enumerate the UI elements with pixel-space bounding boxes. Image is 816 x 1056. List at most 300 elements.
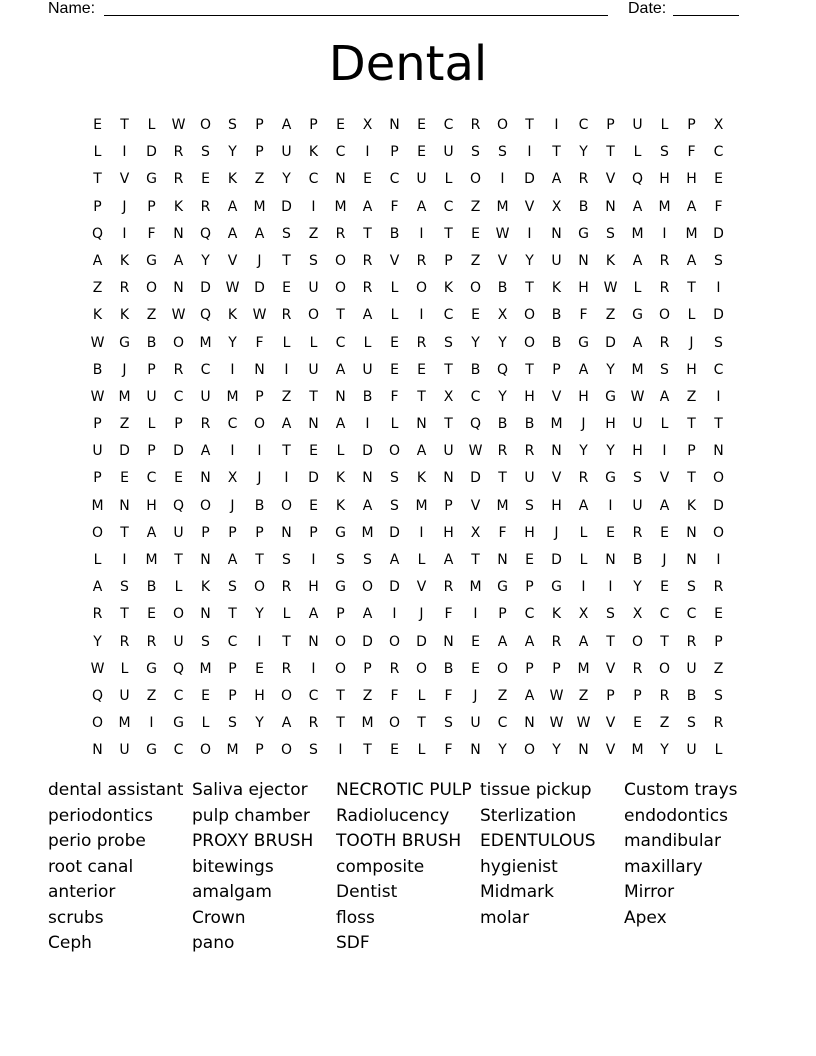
grid-cell[interactable]: N [200,606,211,623]
grid-cell[interactable]: P [498,606,507,623]
grid-cell[interactable]: U [92,443,103,460]
grid-cell[interactable]: Z [92,280,103,297]
grid-cell[interactable]: I [527,144,532,161]
grid-cell[interactable]: S [228,117,237,133]
grid-cell[interactable]: L [336,443,345,460]
grid-cell[interactable]: R [578,171,589,188]
grid-cell[interactable]: D [470,470,481,487]
grid-cell[interactable]: E [336,117,345,133]
grid-cell[interactable]: K [119,252,130,269]
grid-cell[interactable]: P [93,198,102,215]
grid-cell[interactable]: Y [660,742,669,759]
grid-cell[interactable]: A [443,552,454,568]
grid-cell[interactable]: S [714,252,723,269]
grid-cell[interactable]: U [470,715,481,732]
grid-cell[interactable]: P [525,660,534,677]
grid-cell[interactable]: T [417,388,426,405]
grid-cell[interactable]: D [713,225,724,242]
grid-cell[interactable]: L [93,552,102,568]
grid-cell[interactable]: I [662,443,667,460]
grid-cell[interactable]: G [578,334,589,351]
grid-cell[interactable]: M [631,742,644,759]
grid-cell[interactable]: I [311,552,316,568]
grid-cell[interactable]: M [118,388,131,405]
grid-cell[interactable]: J [419,606,424,623]
grid-cell[interactable]: K [335,497,346,514]
grid-cell[interactable]: T [336,687,345,704]
grid-cell[interactable]: R [497,443,508,460]
grid-cell[interactable]: T [120,117,129,133]
grid-cell[interactable]: R [470,117,481,133]
grid-cell[interactable]: W [468,443,483,460]
grid-cell[interactable]: U [146,388,157,405]
grid-cell[interactable]: C [146,470,157,487]
grid-cell[interactable]: I [392,606,397,623]
grid-cell[interactable]: E [417,144,426,161]
grid-cell[interactable]: W [90,388,105,405]
grid-cell[interactable]: Y [498,742,507,759]
grid-cell[interactable]: A [416,443,427,460]
grid-cell[interactable]: R [173,171,184,188]
grid-cell[interactable]: R [659,334,670,351]
grid-cell[interactable]: T [93,171,102,188]
grid-cell[interactable]: O [199,742,212,759]
grid-cell[interactable]: T [687,280,696,297]
grid-cell[interactable]: F [255,334,264,351]
grid-cell[interactable]: R [551,633,562,650]
grid-cell[interactable]: N [173,225,184,242]
grid-cell[interactable]: Y [93,633,102,650]
grid-cell[interactable]: R [281,660,292,677]
grid-cell[interactable]: N [281,524,292,541]
grid-cell[interactable]: N [578,252,589,269]
grid-cell[interactable]: N [713,443,724,460]
grid-cell[interactable]: R [119,280,130,297]
grid-cell[interactable]: L [417,742,426,759]
grid-cell[interactable]: L [201,715,210,732]
grid-cell[interactable]: T [336,715,345,732]
grid-cell[interactable]: H [578,280,589,297]
grid-cell[interactable]: B [551,334,562,351]
grid-cell[interactable]: F [714,198,723,215]
grid-cell[interactable]: B [443,660,454,677]
grid-cell[interactable]: Y [525,252,534,269]
grid-cell[interactable]: S [444,715,453,732]
grid-cell[interactable]: L [309,334,318,351]
grid-cell[interactable]: A [362,198,373,215]
grid-cell[interactable]: S [471,144,480,161]
grid-cell[interactable]: Q [172,497,185,514]
grid-cell[interactable]: I [716,552,721,568]
grid-cell[interactable]: A [551,171,562,188]
grid-cell[interactable]: T [471,552,480,568]
grid-cell[interactable]: T [309,388,318,405]
grid-cell[interactable]: R [92,606,103,623]
grid-cell[interactable]: S [120,579,129,596]
grid-cell[interactable]: O [415,660,428,677]
grid-cell[interactable]: I [716,280,721,297]
grid-cell[interactable]: A [227,552,238,568]
grid-cell[interactable]: Z [713,660,724,677]
grid-cell[interactable]: A [146,524,157,541]
grid-cell[interactable]: V [551,388,562,405]
grid-cell[interactable]: P [444,497,453,514]
grid-cell[interactable]: Q [469,416,482,433]
grid-cell[interactable]: R [308,715,319,732]
grid-cell[interactable]: H [254,687,265,704]
grid-cell[interactable]: N [335,171,346,188]
grid-cell[interactable]: N [578,742,589,759]
grid-cell[interactable]: A [254,225,265,242]
grid-cell[interactable]: E [417,361,426,378]
grid-cell[interactable]: C [713,361,724,378]
grid-cell[interactable]: H [146,497,157,514]
grid-cell[interactable]: P [714,633,723,650]
grid-cell[interactable]: K [551,606,562,623]
grid-cell[interactable]: I [716,388,721,405]
grid-cell[interactable]: B [632,552,643,568]
grid-cell[interactable]: W [495,225,510,242]
grid-cell[interactable]: I [230,361,235,378]
grid-cell[interactable]: R [686,633,697,650]
grid-cell[interactable]: C [443,117,454,133]
grid-cell[interactable]: C [497,715,508,732]
grid-cell[interactable]: J [473,687,478,704]
grid-cell[interactable]: R [200,416,211,433]
grid-cell[interactable]: A [308,606,319,623]
grid-cell[interactable]: V [605,715,616,732]
grid-cell[interactable]: E [201,171,210,188]
grid-cell[interactable]: M [631,225,644,242]
grid-cell[interactable]: T [228,606,237,623]
grid-cell[interactable]: C [335,144,346,161]
grid-cell[interactable]: P [363,660,372,677]
grid-cell[interactable]: O [712,470,725,487]
grid-cell[interactable]: E [309,497,318,514]
grid-cell[interactable]: G [119,334,130,351]
grid-cell[interactable]: S [525,497,534,514]
grid-cell[interactable]: A [578,633,589,650]
grid-cell[interactable]: V [497,252,508,269]
grid-cell[interactable]: M [415,497,428,514]
grid-cell[interactable]: A [659,388,670,405]
grid-cell[interactable]: Y [606,361,615,378]
grid-cell[interactable]: O [631,633,644,650]
grid-cell[interactable]: X [632,606,643,623]
grid-cell[interactable]: E [174,470,183,487]
grid-cell[interactable]: M [496,497,509,514]
grid-cell[interactable]: P [255,117,264,133]
grid-cell[interactable]: D [713,497,724,514]
grid-cell[interactable]: F [444,687,453,704]
grid-cell[interactable]: B [92,361,103,378]
grid-cell[interactable]: D [389,524,400,541]
grid-cell[interactable]: P [174,416,183,433]
grid-cell[interactable]: E [417,117,426,133]
grid-cell[interactable]: B [524,416,535,433]
grid-cell[interactable]: Y [255,715,264,732]
grid-cell[interactable]: M [469,579,482,596]
grid-cell[interactable]: N [443,470,454,487]
grid-cell[interactable]: I [257,443,262,460]
grid-cell[interactable]: G [335,524,346,541]
grid-cell[interactable]: R [416,334,427,351]
grid-cell[interactable]: L [390,307,399,324]
grid-cell[interactable]: E [471,225,480,242]
grid-cell[interactable]: T [525,117,534,133]
grid-cell[interactable]: R [416,252,427,269]
grid-cell[interactable]: W [225,280,240,297]
grid-cell[interactable]: Z [146,687,157,704]
grid-cell[interactable]: X [713,117,724,133]
grid-cell[interactable]: M [685,225,698,242]
grid-cell[interactable]: A [686,252,697,269]
grid-cell[interactable]: P [606,117,615,133]
grid-cell[interactable]: R [632,660,643,677]
grid-cell[interactable]: S [606,606,615,623]
grid-cell[interactable]: I [257,633,262,650]
grid-cell[interactable]: Z [659,715,670,732]
grid-cell[interactable]: A [632,252,643,269]
grid-cell[interactable]: Y [228,334,237,351]
grid-cell[interactable]: M [118,715,131,732]
grid-cell[interactable]: A [686,198,697,215]
grid-cell[interactable]: Y [255,606,264,623]
grid-cell[interactable]: Z [686,388,697,405]
grid-cell[interactable]: E [147,606,156,623]
grid-cell[interactable]: Q [91,687,104,704]
grid-cell[interactable]: I [122,144,127,161]
grid-cell[interactable]: J [122,361,127,378]
grid-cell[interactable]: T [525,280,534,297]
grid-cell[interactable]: K [92,307,103,324]
grid-cell[interactable]: G [605,470,616,487]
grid-cell[interactable]: O [712,524,725,541]
grid-cell[interactable]: P [444,252,453,269]
grid-cell[interactable]: Q [496,361,509,378]
grid-cell[interactable]: A [497,633,508,650]
grid-cell[interactable]: W [90,334,105,351]
grid-cell[interactable]: A [173,252,184,269]
grid-cell[interactable]: A [524,633,535,650]
grid-cell[interactable]: D [146,144,157,161]
grid-cell[interactable]: O [91,524,104,541]
grid-cell[interactable]: W [576,715,591,732]
grid-cell[interactable]: Z [146,307,157,324]
grid-cell[interactable]: T [687,416,696,433]
grid-cell[interactable]: S [201,144,210,161]
grid-cell[interactable]: R [659,280,670,297]
grid-cell[interactable]: P [552,660,561,677]
grid-cell[interactable]: C [713,144,724,161]
grid-cell[interactable]: U [308,361,319,378]
grid-cell[interactable]: Z [605,307,616,324]
grid-cell[interactable]: H [578,388,589,405]
grid-cell[interactable]: S [282,225,291,242]
grid-cell[interactable]: O [658,307,671,324]
grid-cell[interactable]: E [660,524,669,541]
grid-cell[interactable]: F [390,687,399,704]
grid-cell[interactable]: V [605,742,616,759]
grid-cell[interactable]: A [632,198,643,215]
grid-cell[interactable]: P [309,524,318,541]
grid-cell[interactable]: S [687,715,696,732]
grid-cell[interactable]: R [632,524,643,541]
grid-cell[interactable]: N [254,361,265,378]
grid-cell[interactable]: S [390,497,399,514]
grid-cell[interactable]: O [199,497,212,514]
grid-cell[interactable]: A [335,416,346,433]
grid-cell[interactable]: E [390,742,399,759]
grid-cell[interactable]: G [605,388,616,405]
grid-cell[interactable]: P [687,443,696,460]
grid-cell[interactable]: A [281,416,292,433]
grid-cell[interactable]: M [496,198,509,215]
grid-cell[interactable]: T [282,443,291,460]
grid-cell[interactable]: K [119,307,130,324]
grid-cell[interactable]: N [308,416,319,433]
grid-cell[interactable]: S [363,552,372,568]
grid-cell[interactable]: C [470,388,481,405]
grid-cell[interactable]: M [334,198,347,215]
grid-cell[interactable]: Q [631,171,644,188]
grid-cell[interactable]: V [605,171,616,188]
grid-cell[interactable]: S [228,579,237,596]
grid-cell[interactable]: N [173,280,184,297]
grid-cell[interactable]: K [173,198,184,215]
grid-cell[interactable]: A [389,552,400,568]
grid-cell[interactable]: G [146,252,157,269]
grid-cell[interactable]: O [172,606,185,623]
grid-cell[interactable]: O [280,497,293,514]
grid-cell[interactable]: R [443,579,454,596]
grid-cell[interactable]: D [200,280,211,297]
grid-cell[interactable]: D [173,443,184,460]
grid-cell[interactable]: U [551,252,562,269]
grid-cell[interactable]: O [496,117,509,133]
grid-cell[interactable]: L [579,524,588,541]
grid-cell[interactable]: M [226,388,239,405]
grid-cell[interactable]: P [390,144,399,161]
grid-cell[interactable]: E [255,660,264,677]
grid-cell[interactable]: L [174,579,183,596]
grid-cell[interactable]: D [713,307,724,324]
grid-cell[interactable]: P [633,687,642,704]
grid-cell[interactable]: I [365,144,370,161]
grid-cell[interactable]: J [122,198,127,215]
grid-cell[interactable]: B [146,334,157,351]
grid-cell[interactable]: N [686,552,697,568]
grid-cell[interactable]: L [363,334,372,351]
grid-cell[interactable]: A [281,715,292,732]
grid-cell[interactable]: I [311,198,316,215]
grid-cell[interactable]: M [550,416,563,433]
grid-cell[interactable]: S [633,470,642,487]
grid-cell[interactable]: L [579,552,588,568]
grid-cell[interactable]: N [605,552,616,568]
grid-cell[interactable]: K [686,497,697,514]
grid-cell[interactable]: V [659,470,670,487]
grid-cell[interactable]: H [551,497,562,514]
grid-cell[interactable]: N [497,552,508,568]
grid-cell[interactable]: P [228,660,237,677]
grid-cell[interactable]: S [444,334,453,351]
grid-cell[interactable]: T [714,416,723,433]
grid-cell[interactable]: O [496,660,509,677]
grid-cell[interactable]: L [687,307,696,324]
grid-cell[interactable]: Y [201,252,210,269]
grid-cell[interactable]: Z [470,252,481,269]
date-field[interactable] [673,0,739,16]
grid-cell[interactable]: N [308,633,319,650]
grid-cell[interactable]: L [633,280,642,297]
grid-cell[interactable]: L [93,144,102,161]
grid-cell[interactable]: A [578,361,589,378]
grid-cell[interactable]: G [173,715,184,732]
grid-cell[interactable]: H [686,361,697,378]
grid-cell[interactable]: K [443,280,454,297]
grid-cell[interactable]: O [253,579,266,596]
grid-cell[interactable]: U [173,633,184,650]
grid-cell[interactable]: U [173,524,184,541]
grid-cell[interactable]: C [308,171,319,188]
grid-cell[interactable]: G [146,742,157,759]
grid-cell[interactable]: K [605,252,616,269]
grid-cell[interactable]: I [284,361,289,378]
grid-cell[interactable]: S [309,252,318,269]
grid-cell[interactable]: T [120,606,129,623]
grid-cell[interactable]: A [200,443,211,460]
grid-cell[interactable]: O [280,687,293,704]
grid-cell[interactable]: V [551,470,562,487]
grid-cell[interactable]: M [91,497,104,514]
grid-cell[interactable]: E [390,334,399,351]
grid-cell[interactable]: P [147,361,156,378]
grid-cell[interactable]: P [309,117,318,133]
grid-cell[interactable]: A [578,497,589,514]
grid-cell[interactable]: G [146,660,157,677]
grid-cell[interactable]: K [416,470,427,487]
grid-cell[interactable]: P [228,524,237,541]
grid-cell[interactable]: K [200,579,211,596]
grid-cell[interactable]: Y [471,334,480,351]
grid-cell[interactable]: Q [199,225,212,242]
grid-cell[interactable]: A [227,225,238,242]
grid-cell[interactable]: T [606,144,615,161]
grid-cell[interactable]: I [230,443,235,460]
grid-cell[interactable]: T [525,361,534,378]
grid-cell[interactable]: C [524,606,535,623]
grid-cell[interactable]: T [687,470,696,487]
grid-cell[interactable]: T [660,633,669,650]
grid-cell[interactable]: S [714,687,723,704]
grid-cell[interactable]: M [577,660,590,677]
grid-cell[interactable]: N [443,633,454,650]
grid-cell[interactable]: C [173,687,184,704]
grid-cell[interactable]: D [308,470,319,487]
grid-cell[interactable]: H [524,388,535,405]
grid-cell[interactable]: B [551,307,562,324]
grid-cell[interactable]: C [578,117,589,133]
grid-cell[interactable]: R [389,660,400,677]
grid-cell[interactable]: O [523,334,536,351]
grid-cell[interactable]: I [554,117,559,133]
grid-cell[interactable]: E [390,361,399,378]
grid-cell[interactable]: B [254,497,265,514]
grid-cell[interactable]: O [334,280,347,297]
grid-cell[interactable]: L [417,552,426,568]
grid-cell[interactable]: V [416,579,427,596]
